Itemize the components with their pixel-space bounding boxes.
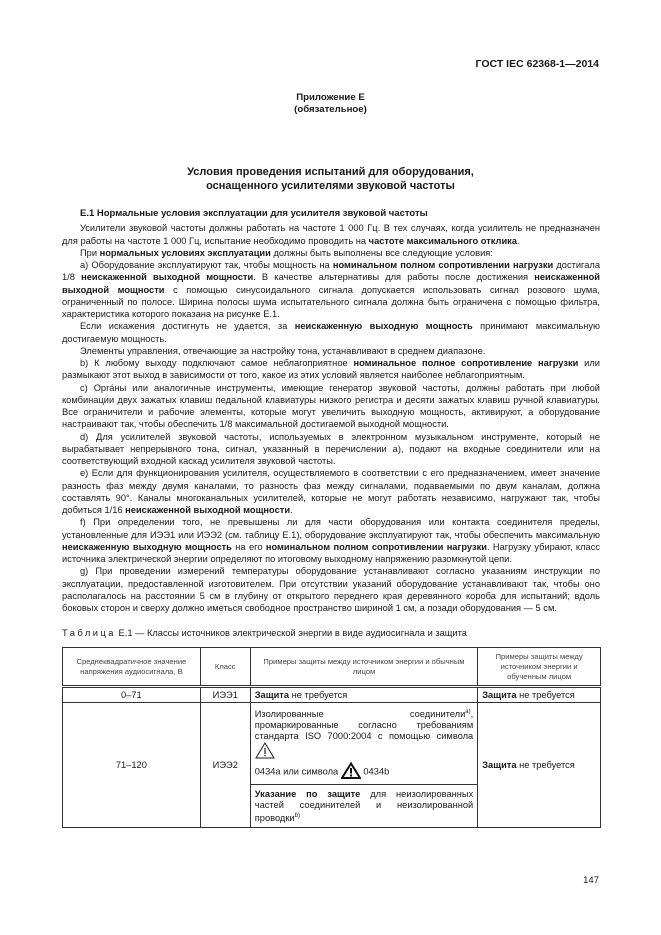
text-run: а) Оборудование эксплуатируют так, чтобы мощность на xyxy=(80,260,333,270)
annex-heading xyxy=(0,92,661,116)
term-bold: номинальном полном сопротивлении нагрузки xyxy=(332,260,554,270)
cell-trained xyxy=(478,703,601,828)
paragraph xyxy=(62,382,600,431)
text: 0434b xyxy=(363,766,390,777)
text-run: на его xyxy=(231,541,266,552)
annex-title-block xyxy=(0,166,661,193)
section-heading: Е.1 Нормальные условия эксплуатации для усилителя звуковой частоты xyxy=(80,208,428,219)
text-run: принимают максимальную достигаемую мощность. xyxy=(62,321,600,344)
text-run: или размыкают этот выход в зависимости от того, какое из этих условий является наиболее неблагоприятным. xyxy=(62,358,600,381)
text-run: . Нагрузку убирают, класс источника электрической энергии определяют по итоговому выходному напряжению разомкнутой цепи. xyxy=(62,541,600,564)
caption-prefix: Таблица xyxy=(62,628,116,638)
text: , промаркированные согласно требованиям стандарта ISO 7000:2004 с помощью символа xyxy=(254,709,474,742)
term-bold: нормальных условиях эксплуатации xyxy=(99,247,271,258)
table-caption xyxy=(62,628,467,638)
bold-text: Защита xyxy=(482,690,517,700)
page-number: 147 xyxy=(583,875,599,886)
annex-title: Приложение Е xyxy=(296,92,365,103)
paragraph xyxy=(62,467,600,516)
cell-ordinary-b xyxy=(250,785,478,828)
warning-triangle-bold-icon xyxy=(341,762,361,782)
text-run: Усилители звуковой частоты должны работать на частоте 1 000 Гц. В тех случаях, когда усилитель не предназначен для работы на частоте 1 000 Гц, испытание необходимо проводить на xyxy=(62,223,600,246)
header-voltage: Среднеквадратичное значение напряжения аудиосигнала, В xyxy=(63,648,201,687)
text-run: достигала 1/8 xyxy=(62,260,600,283)
paragraph xyxy=(62,431,600,468)
text: не требуется xyxy=(516,690,575,700)
cell-ordinary-a xyxy=(250,703,478,785)
text: 0434a или символа xyxy=(254,766,339,777)
paragraph xyxy=(62,320,600,345)
header-trained: Примеры защиты между источником энергии и обученным лицом xyxy=(478,648,601,687)
term-bold: номинальном полном сопротивлении нагрузки xyxy=(265,541,487,552)
paragraph xyxy=(62,516,600,565)
text-run: . xyxy=(290,505,293,515)
term-bold: неискаженную выходную мощность xyxy=(294,321,473,332)
paragraph xyxy=(62,259,600,320)
header-ordinary: Примеры защиты между источником энергии и обычным лицом xyxy=(250,648,478,687)
bold-text: Указание по защите xyxy=(254,788,361,799)
paragraphs xyxy=(62,222,600,614)
text: не требуется xyxy=(516,760,575,771)
footnote-ref: a) xyxy=(465,709,471,715)
text-run: . xyxy=(517,235,520,246)
caption-text: Е.1 — Классы источников электрической энергии в виде аудиосигнала и защита xyxy=(118,628,467,638)
paragraph xyxy=(62,565,600,614)
term-bold: частоте максимального отклика xyxy=(368,235,517,246)
paragraph xyxy=(62,247,600,259)
text-run: g) При проведении измерений температуры оборудование устанавливают согласно указаниям инструкции по эксплуатации, предоставленной изготовителем. При отсутствии указаний оборудование устанавливают так, чтобы оно располагалось на расстоянии 5 см в глубину от открытого переднего края деревянного короба для испытаний; вдоль боковых сторон и сверху должно иметься свободное пространство шириной 1 см, а позади оборудования — 5 см. xyxy=(62,566,600,613)
table-header-row xyxy=(63,648,601,687)
text-run: должны быть выполнены все следующие условия: xyxy=(270,247,493,258)
text-run: d) Для усилителей звуковой частоты, используемых в электронном музыкальном инструменте, который не вырабатывает непрерывного тона, сигнал, указанный в перечислении а), подают на входные соединители или на соответствующий входной каскад усилителя звуковой частоты. xyxy=(62,431,600,466)
cell-class: ИЭЭ1 xyxy=(200,687,250,703)
standard-number: ГОСТ IEC 62368-1—2014 xyxy=(475,58,599,70)
term-bold: неискаженную выходную мощность xyxy=(62,541,232,552)
term-bold: неискаженной выходной мощности xyxy=(125,505,291,515)
warning-triangle-outline-icon xyxy=(255,742,275,762)
document-body xyxy=(62,208,600,614)
text-run: Если искажения достигнуть не удается, за xyxy=(80,321,295,332)
text-run: с помощью синусоидального сигнала допускается использовать сигнал розового шума, ограниченный по полосе. Ширина полосы шума испытательного сигнала должна быть ограничена с помощью фильтра, характеристика которого показана на рисунке Е.1. xyxy=(62,284,600,319)
cell-voltage: 0–71 xyxy=(63,687,201,703)
text-run: е) Если для функционирования усилителя, осуществляемого в соответствии с его предназначением, имеет значение разность фаз между двумя каналами, то разность фаз между сигналами, подаваемыми по двум каналам, должна составлять 90°. Каналы многоканальных усилителей, которые не могут работать независимо, нагружают так, чтобы добиться 1/16 xyxy=(62,468,600,515)
text-run: Элементы управления, отвечающие за настройку тона, устанавливают в среднем диапазоне. xyxy=(80,345,486,356)
text-run: f) При определении того, не превышены ли для части оборудования или контакта соединителя пределы, установленные для ИЭЭ1 или ИЭЭ2 (см. таблицу Е.1), оборудование эксплуатируют так, чтобы обеспечить максимальную xyxy=(62,517,600,540)
cell-class: ИЭЭ2 xyxy=(200,703,250,828)
text: Изолированные соединители xyxy=(254,709,466,720)
term-bold: номинальное полное сопротивление нагрузки xyxy=(353,358,579,368)
title-line: оснащенного усилителями звуковой частоты xyxy=(206,179,455,192)
bold-text: Защита xyxy=(482,760,517,771)
title-line: Условия проведения испытаний для оборудования, xyxy=(187,166,474,178)
bold-text: Защита xyxy=(254,690,290,700)
paragraph xyxy=(62,222,600,247)
text-run: При xyxy=(80,247,100,258)
table-row xyxy=(63,703,601,785)
text-run: с) Орга́ны или аналогичные инструменты, имеющие генератор звуковой частоты, должны работать при любой комбинации двух зажатых клавиш педальной клавиатуры низкого регистра и десяти зажатых клавиш ручной клавиатуры. Все ограничители и рабочие элементы, которые могут увеличить выходную мощность, активируют, а оборудование настраивают так, чтобы обеспечить 1/8 максимальной достигаемой выходной мощности. xyxy=(62,382,600,430)
footnote-ref: b) xyxy=(294,812,300,819)
cell-trained xyxy=(478,687,601,703)
text-run: b) К любому выходу подключают самое неблагоприятное xyxy=(80,358,354,368)
text-run: . В качестве альтернативы для работы после достижения xyxy=(253,272,535,283)
text: для неизолированных частей соединителей и неизолированной проводки xyxy=(254,788,474,823)
table-row xyxy=(63,687,601,703)
header-class: Класс xyxy=(200,648,250,687)
term-bold: неискаженной выходной мощности xyxy=(81,272,254,283)
cell-voltage: 71–120 xyxy=(63,703,201,828)
paragraph xyxy=(62,357,600,382)
cell-ordinary xyxy=(250,687,478,703)
term-bold: неискаженной выходной мощности xyxy=(62,272,601,295)
energy-class-table xyxy=(62,647,601,828)
text: не требуется xyxy=(289,690,348,700)
annex-status: (обязательное) xyxy=(294,104,367,115)
paragraph xyxy=(62,345,600,357)
